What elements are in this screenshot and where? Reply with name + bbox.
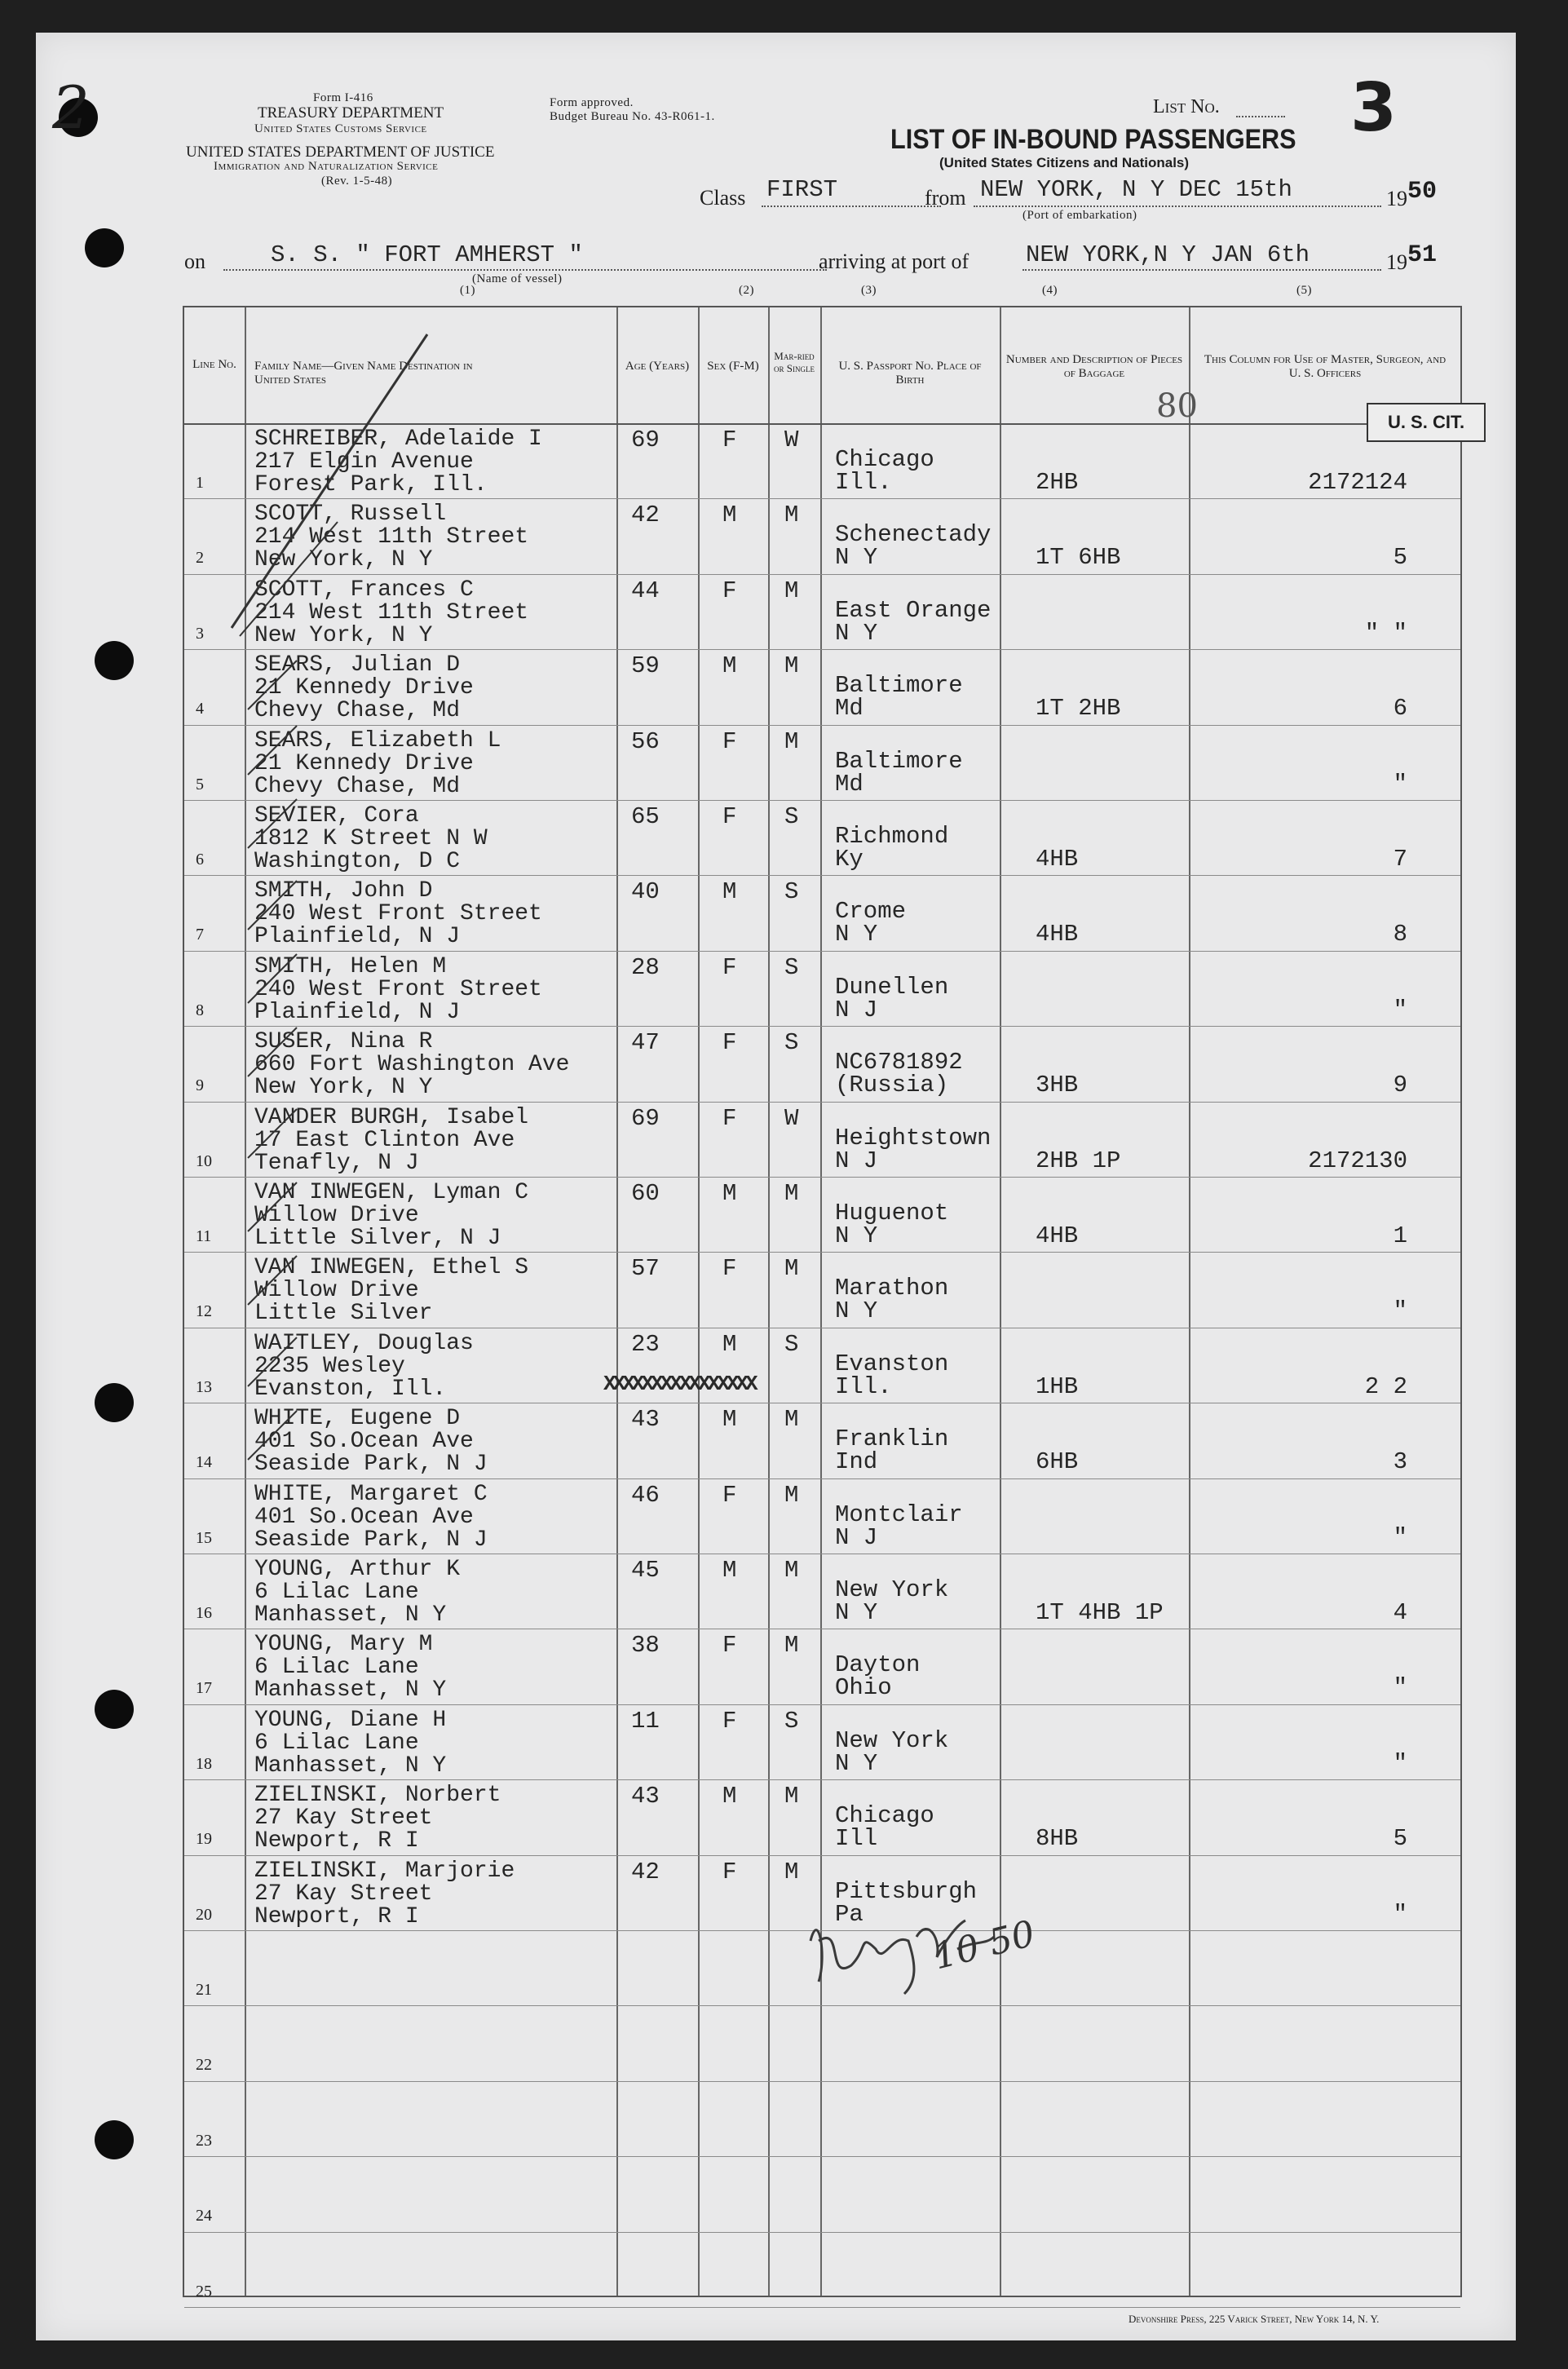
marital-status: S: [784, 953, 799, 981]
birth-place: Franklin: [835, 1425, 949, 1453]
year2-suffix: 51: [1407, 241, 1438, 269]
birth-region: N Y: [835, 1297, 878, 1325]
age: 56: [631, 727, 660, 755]
birth-place: Dunellen: [835, 973, 949, 1001]
punch-hole: [95, 1383, 134, 1422]
marital-status: S: [784, 1707, 799, 1735]
line-number: 13: [196, 1377, 212, 1396]
birth-place: Dayton: [835, 1651, 921, 1679]
year1-suffix: 50: [1407, 178, 1438, 206]
list-number: 3: [1350, 69, 1398, 147]
destination-street: 217 Elgin Avenue: [254, 449, 474, 475]
line-number: 22: [196, 2056, 212, 2075]
birth-place: Montclair: [835, 1501, 963, 1528]
marital-status: M: [784, 577, 799, 604]
passenger-name: SEARS, Julian D: [254, 652, 461, 678]
line-number: 9: [196, 1076, 204, 1095]
passenger-name: VAN INWEGEN, Ethel S: [254, 1255, 529, 1281]
destination-street: 401 So.Ocean Ave: [254, 1429, 474, 1455]
official-number: ": [1393, 1900, 1407, 1928]
marital-status: S: [784, 1330, 799, 1358]
form-subtitle: (United States Citizens and Nationals): [939, 155, 1190, 170]
official-number: 3: [1393, 1448, 1407, 1476]
age: 45: [631, 1557, 660, 1584]
age: 65: [631, 803, 660, 830]
sex: M: [722, 1557, 737, 1584]
passenger-name: VANDER BURGH, Isabel: [254, 1104, 529, 1130]
sex: M: [722, 1330, 737, 1358]
line-number: 17: [196, 1679, 212, 1698]
passenger-name: WHITE, Eugene D: [254, 1406, 461, 1432]
destination-city: Chevy Chase, Md: [254, 698, 461, 724]
printer-imprint: Devonshire Press, 225 Varick Street, New York 14, N. Y.: [1129, 2313, 1380, 2325]
official-number: ": [1393, 1523, 1407, 1551]
age: 42: [631, 1858, 660, 1885]
passenger-name: SMITH, Helen M: [254, 953, 447, 979]
punch-hole: [85, 228, 124, 267]
header-name: Family Name—Given Name Destination in United States: [254, 360, 473, 387]
official-number: ": [1393, 996, 1407, 1023]
official-number: 2172124: [1308, 469, 1407, 496]
destination-street: Willow Drive: [254, 1203, 419, 1228]
class-line: [762, 206, 941, 207]
col-num-5: (5): [1296, 284, 1312, 297]
destination-city: Little Silver, N J: [254, 1226, 501, 1251]
destination-street: 240 West Front Street: [254, 976, 542, 1002]
birth-place: Pittsburgh: [835, 1877, 978, 1905]
official-number: 5: [1393, 544, 1407, 572]
birth-place: Marathon: [835, 1275, 949, 1302]
age: 38: [631, 1632, 660, 1660]
birth-place: New York: [835, 1726, 949, 1754]
passenger-name: ZIELINSKI, Norbert: [254, 1783, 501, 1809]
birth-region: N J: [835, 1147, 878, 1174]
year2-prefix: [1386, 241, 1438, 277]
baggage: 2HB: [1036, 469, 1079, 496]
age: 69: [631, 1104, 660, 1132]
arriving-value: NEW YORK,N Y JAN 6th: [1026, 241, 1310, 268]
punch-hole: [95, 641, 134, 680]
passenger-name: SCOTT, Russell: [254, 502, 447, 528]
destination-city: Tenafly, N J: [254, 1150, 419, 1176]
destination-city: Evanston, Ill.: [254, 1376, 447, 1402]
destination-city: Manhasset, N Y: [254, 1752, 447, 1779]
vessel-name: S. S. " FORT AMHERST ": [271, 241, 583, 268]
birth-region: N Y: [835, 1599, 878, 1626]
customs-service: United States Customs Service: [254, 122, 427, 135]
col-num-3: (3): [861, 284, 877, 297]
sex: M: [722, 502, 737, 529]
destination-street: 21 Kennedy Drive: [254, 675, 474, 701]
passenger-name: SUSER, Nina R: [254, 1029, 433, 1055]
age: 46: [631, 1481, 660, 1509]
list-no-label: List No.: [1153, 96, 1220, 117]
sex: F: [722, 803, 737, 830]
birth-place: Richmond: [835, 823, 949, 850]
destination-street: 17 East Clinton Ave: [254, 1127, 515, 1153]
marital-status: M: [784, 1180, 799, 1207]
destination-city: Seaside Park, N J: [254, 1452, 488, 1478]
budget-bureau: Budget Bureau No. 43-R061-1.: [550, 110, 715, 123]
age: 57: [631, 1255, 660, 1283]
age: 40: [631, 878, 660, 906]
line-number: 11: [196, 1227, 212, 1245]
official-number: 2 2: [1364, 1372, 1407, 1400]
form-title: LIST OF IN-BOUND PASSENGERS: [890, 124, 1296, 155]
justice-dept: UNITED STATES DEPARTMENT OF JUSTICE: [186, 144, 495, 161]
header-line-no: Line No.: [192, 358, 236, 371]
manifest-page: [36, 33, 1516, 2340]
form-approved: Form approved.: [550, 96, 634, 109]
form-number: Form I-416: [313, 91, 373, 104]
class-label: Class: [700, 186, 746, 210]
birth-region: Ind: [835, 1448, 878, 1476]
year1-label: 19: [1386, 187, 1407, 210]
age: 60: [631, 1180, 660, 1207]
sex: F: [722, 1632, 737, 1660]
struck-out-text: XXXXXXXXXXXXXXXX: [603, 1372, 755, 1396]
birth-region: (Russia): [835, 1072, 949, 1099]
marital-status: W: [784, 1104, 799, 1132]
birth-region: Ill: [835, 1825, 878, 1853]
table-row: [184, 1704, 1460, 1780]
vessel-label: (Name of vessel): [472, 272, 563, 285]
official-number: ": [1393, 770, 1407, 798]
line-number: 25: [196, 2282, 212, 2300]
birth-place: Schenectady: [835, 521, 992, 549]
birth-region: N Y: [835, 1749, 878, 1777]
birth-region: N J: [835, 996, 878, 1023]
sex: F: [722, 953, 737, 981]
birth-place: Chicago: [835, 1802, 934, 1830]
sex: F: [722, 1255, 737, 1283]
passenger-name: SEARS, Elizabeth L: [254, 727, 501, 754]
official-number: 7: [1393, 846, 1407, 873]
birth-place: Evanston: [835, 1350, 949, 1377]
age: 59: [631, 652, 660, 680]
sex: F: [722, 577, 737, 604]
destination-city: Plainfield, N J: [254, 999, 461, 1025]
baggage: 3HB: [1036, 1072, 1079, 1099]
destination-street: 27 Kay Street: [254, 1881, 433, 1907]
age: 43: [631, 1783, 660, 1810]
destination-street: 21 Kennedy Drive: [254, 750, 474, 776]
port-embark-label: (Port of embarkation): [1023, 209, 1137, 222]
marital-status: W: [784, 427, 799, 453]
destination-city: Chevy Chase, Md: [254, 773, 461, 799]
age: 42: [631, 502, 660, 529]
line-number: 19: [196, 1830, 212, 1849]
punch-hole: [95, 1690, 134, 1729]
line-number: 21: [196, 1981, 212, 1999]
baggage: 1T 4HB 1P: [1036, 1599, 1164, 1626]
revision: (Rev. 1-5-48): [321, 175, 393, 188]
sex: M: [722, 652, 737, 680]
destination-city: Forest Park, Ill.: [254, 472, 488, 497]
line-number: 16: [196, 1604, 212, 1622]
line-number: 2: [196, 549, 204, 568]
birth-region: Md: [835, 695, 864, 723]
sex: F: [722, 1104, 737, 1132]
marital-status: M: [784, 1783, 799, 1810]
official-number: ": [1393, 1297, 1407, 1325]
arriving-line: [1023, 269, 1381, 271]
destination-city: Seaside Park, N J: [254, 1527, 488, 1553]
baggage: 1T 2HB: [1036, 695, 1121, 723]
marital-status: S: [784, 1029, 799, 1057]
empty-row: [184, 2156, 1460, 2232]
ins-service: Immigration and Naturalization Service: [214, 160, 439, 173]
sex: F: [722, 427, 737, 453]
birth-region: N Y: [835, 544, 878, 572]
arriving-label: arriving at port of: [819, 250, 970, 273]
header-sex: Sex (F-M): [707, 360, 759, 373]
sex: M: [722, 1406, 737, 1434]
marital-status: M: [784, 1481, 799, 1509]
table-row: [184, 1554, 1460, 1629]
empty-row: [184, 2005, 1460, 2081]
age: 69: [631, 427, 660, 453]
line-number: 3: [196, 624, 204, 643]
birth-region: Pa: [835, 1900, 864, 1928]
check-marks: [215, 326, 492, 1549]
marital-status: S: [784, 878, 799, 906]
official-number: " ": [1364, 619, 1407, 647]
destination-street: 401 So.Ocean Ave: [254, 1504, 474, 1530]
official-number: ": [1393, 1749, 1407, 1777]
header-baggage: Number and Description of Pieces of Baggage: [1005, 353, 1183, 380]
birth-place: NC6781892: [835, 1049, 963, 1076]
destination-city: Little Silver: [254, 1301, 433, 1327]
line-number: 5: [196, 775, 204, 793]
line-number: 1: [196, 474, 204, 492]
birth-region: N Y: [835, 921, 878, 948]
age: 43: [631, 1406, 660, 1434]
header-official: This Column for Use of Master, Surgeon, and U. S. Officers: [1204, 353, 1447, 380]
destination-city: Manhasset, N Y: [254, 1677, 447, 1704]
on-label: on: [184, 250, 205, 273]
line-number: 18: [196, 1754, 212, 1773]
passenger-name: WHITE, Margaret C: [254, 1481, 488, 1507]
sex: M: [722, 1783, 737, 1810]
marital-status: M: [784, 1632, 799, 1660]
list-no-line: [1236, 116, 1285, 117]
us-cit-stamp: [1367, 403, 1486, 442]
age: 11: [631, 1707, 660, 1735]
passenger-name: SEVIER, Cora: [254, 803, 419, 829]
marital-status: M: [784, 1255, 799, 1283]
from-line: [974, 206, 1381, 207]
passenger-name: VAN INWEGEN, Lyman C: [254, 1180, 529, 1205]
birth-place: Heightstown: [835, 1124, 992, 1151]
empty-row: [184, 2232, 1460, 2308]
passenger-name: YOUNG, Mary M: [254, 1632, 433, 1658]
birth-region: Ky: [835, 846, 864, 873]
official-number: ": [1393, 1674, 1407, 1702]
official-number: 5: [1393, 1825, 1407, 1853]
destination-street: 240 West Front Street: [254, 901, 542, 927]
official-number: 1: [1393, 1222, 1407, 1249]
line-number: 7: [196, 926, 204, 944]
marital-status: M: [784, 1557, 799, 1584]
birth-region: Md: [835, 770, 864, 798]
table-row: [184, 1629, 1460, 1704]
from-value: NEW YORK, N Y DEC 15th: [980, 176, 1292, 203]
handwritten-note: 10 50: [929, 1912, 1040, 1978]
baggage: 1HB: [1036, 1372, 1079, 1400]
destination-street: 6 Lilac Lane: [254, 1580, 419, 1605]
baggage: 6HB: [1036, 1448, 1079, 1476]
destination-street: 1812 K Street N W: [254, 826, 488, 851]
destination-street: 214 West 11th Street: [254, 599, 529, 625]
line-number: 10: [196, 1151, 212, 1170]
baggage: 4HB: [1036, 846, 1079, 873]
birth-region: N Y: [835, 1222, 878, 1249]
birth-region: Ill.: [835, 1372, 892, 1400]
passenger-name: SCHREIBER, Adelaide I: [254, 427, 542, 452]
official-number: 4: [1393, 1599, 1407, 1626]
us-cit-stamp-text: U. S. CIT.: [1387, 412, 1465, 432]
class-value: FIRST: [766, 176, 838, 203]
age: 28: [631, 953, 660, 981]
line-number: 24: [196, 2207, 212, 2225]
birth-place: New York: [835, 1576, 949, 1603]
line-number: 8: [196, 1001, 204, 1019]
baggage: 1T 6HB: [1036, 544, 1121, 572]
line-number: 23: [196, 2131, 212, 2150]
age: 44: [631, 577, 660, 604]
vessel-line: [223, 269, 827, 271]
destination-street: 6 Lilac Lane: [254, 1655, 419, 1681]
marital-status: M: [784, 1406, 799, 1434]
birth-place: Baltimore: [835, 672, 963, 700]
destination-city: New York, N Y: [254, 1075, 433, 1101]
line-number: 4: [196, 700, 204, 718]
empty-row: [184, 2081, 1460, 2157]
marital-status: M: [784, 1858, 799, 1885]
destination-street: 214 West 11th Street: [254, 524, 529, 550]
marital-status: M: [784, 502, 799, 529]
header-passport: U. S. Passport No. Place of Birth: [838, 360, 982, 387]
year1-prefix: [1386, 178, 1438, 214]
year2-label: 19: [1386, 250, 1407, 274]
birth-region: N Y: [835, 619, 878, 647]
line-number: 6: [196, 851, 204, 868]
table-row: [184, 1779, 1460, 1855]
passenger-name: SCOTT, Frances C: [254, 577, 474, 603]
destination-city: Newport, R I: [254, 1903, 419, 1929]
stamp-mark: 80: [1156, 387, 1198, 425]
official-number: 2172130: [1308, 1147, 1407, 1174]
passenger-name: ZIELINSKI, Marjorie: [254, 1858, 515, 1884]
destination-street: 6 Lilac Lane: [254, 1730, 419, 1756]
passenger-name: YOUNG, Arthur K: [254, 1557, 461, 1582]
destination-city: Washington, D C: [254, 849, 461, 874]
sex: F: [722, 1481, 737, 1509]
sex: M: [722, 878, 737, 906]
age: 23: [631, 1330, 660, 1358]
col-num-2: (2): [739, 284, 754, 297]
header-age: Age (Years): [625, 360, 690, 373]
sex: F: [722, 727, 737, 755]
destination-city: Manhasset, N Y: [254, 1602, 447, 1628]
marital-status: M: [784, 652, 799, 680]
destination-street: 27 Kay Street: [254, 1805, 433, 1832]
margin-note: 2: [52, 73, 90, 142]
col-num-1: (1): [460, 284, 475, 297]
passenger-name: SMITH, John D: [254, 878, 433, 904]
destination-city: New York, N Y: [254, 622, 433, 648]
birth-region: Ohio: [835, 1674, 892, 1702]
baggage: 2HB 1P: [1036, 1147, 1121, 1174]
destination-city: Newport, R I: [254, 1828, 419, 1854]
punch-hole: [95, 2120, 134, 2159]
destination-street: Willow Drive: [254, 1278, 419, 1304]
from-label: from: [925, 186, 966, 210]
official-number: 6: [1393, 695, 1407, 723]
sex: F: [722, 1707, 737, 1735]
marital-status: M: [784, 727, 799, 755]
marital-status: S: [784, 803, 799, 830]
official-number: 8: [1393, 921, 1407, 948]
sex: F: [722, 1858, 737, 1885]
baggage: 4HB: [1036, 921, 1079, 948]
header-married: Mar-ried or Single: [774, 350, 815, 374]
baggage: 4HB: [1036, 1222, 1079, 1249]
birth-place: Chicago: [835, 446, 934, 473]
birth-place: East Orange: [835, 596, 992, 624]
treasury-dept: TREASURY DEPARTMENT: [258, 104, 444, 122]
destination-city: Plainfield, N J: [254, 924, 461, 950]
birth-place: Crome: [835, 898, 907, 926]
age: 47: [631, 1029, 660, 1057]
destination-city: New York, N Y: [254, 547, 433, 573]
destination-street: 660 Fort Washington Ave: [254, 1052, 570, 1078]
line-number: 20: [196, 1905, 212, 1924]
sex: F: [722, 1029, 737, 1057]
passenger-name: WAITLEY, Douglas: [254, 1330, 474, 1356]
destination-street: 2235 Wesley: [254, 1353, 405, 1379]
birth-place: Huguenot: [835, 1200, 949, 1226]
birth-region: N J: [835, 1523, 878, 1551]
col-num-4: (4): [1042, 284, 1058, 297]
passenger-name: YOUNG, Diane H: [254, 1707, 447, 1733]
baggage: 8HB: [1036, 1825, 1079, 1853]
sex: M: [722, 1180, 737, 1207]
official-number: 9: [1393, 1072, 1407, 1099]
line-number: 15: [196, 1528, 212, 1547]
line-number: 12: [196, 1302, 212, 1321]
birth-region: Ill.: [835, 469, 892, 496]
line-number: 14: [196, 1453, 212, 1472]
birth-place: Baltimore: [835, 747, 963, 775]
